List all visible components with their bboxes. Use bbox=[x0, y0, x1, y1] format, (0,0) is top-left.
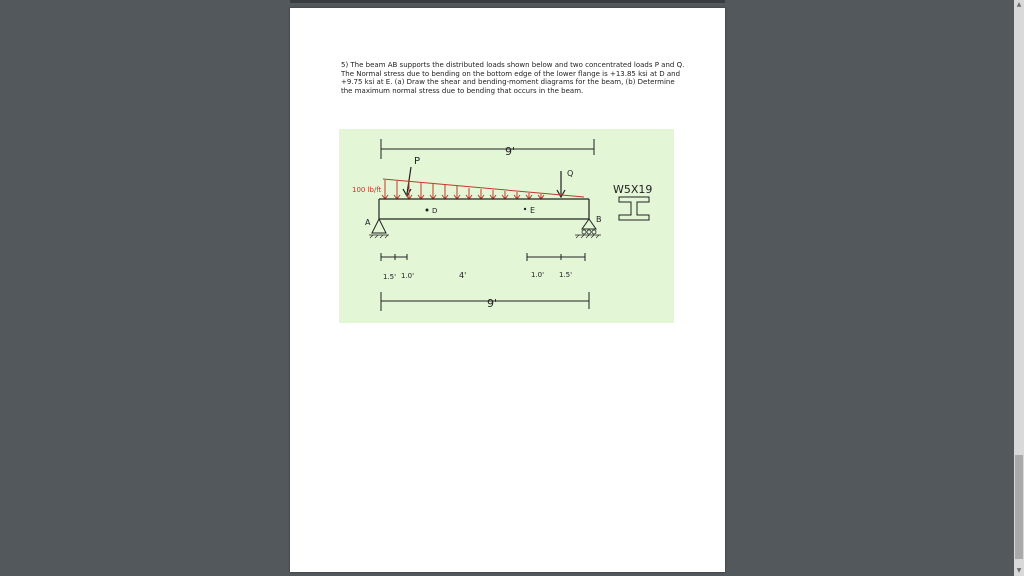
document-page bbox=[290, 8, 725, 572]
problem-statement bbox=[341, 61, 686, 95]
support-b-hatch bbox=[576, 235, 599, 238]
dim-4-label: 1.0' bbox=[531, 271, 545, 279]
top-span-label: 9' bbox=[505, 145, 516, 158]
vertical-scrollbar[interactable] bbox=[1014, 0, 1024, 576]
support-b-roller bbox=[582, 219, 596, 229]
problem-text: 5) The beam AB supports the distributed loads shown below and two concentrated loads P and Q. The Normal stress due to bending on the bottom edge of the lower flange is +13.85 ksi at D and +9.75 ksi at E. (a) Draw the shear and bending-moment diagrams for the beam, (b) Determine the maximum normal stress due to bending that occurs in the beam. bbox=[341, 61, 685, 95]
beam-diagram-svg bbox=[339, 129, 674, 323]
support-a-label: A bbox=[365, 218, 371, 227]
scroll-down-icon[interactable]: ▼ bbox=[1016, 567, 1022, 574]
load-q-label: Q bbox=[567, 169, 574, 178]
beam-sketch bbox=[339, 129, 674, 323]
point-e-label: E bbox=[530, 206, 536, 215]
dist-load-envelope bbox=[383, 179, 584, 197]
support-a-hatch bbox=[370, 235, 388, 238]
dist-load-arrows bbox=[382, 180, 544, 199]
i-beam-icon bbox=[619, 197, 649, 220]
scroll-thumb[interactable] bbox=[1015, 455, 1023, 559]
point-e-marker bbox=[524, 208, 526, 210]
roller-wheel-3 bbox=[592, 230, 596, 234]
bottom-span-label: 9' bbox=[487, 297, 498, 310]
dim-5-label: 1.5' bbox=[559, 271, 573, 279]
load-p-label: P bbox=[414, 156, 421, 167]
point-d-marker bbox=[426, 209, 429, 212]
scroll-up-icon[interactable]: ▲ bbox=[1016, 1, 1022, 8]
section-label: W5X19 bbox=[613, 183, 653, 196]
dim-1-label: 1.5' bbox=[383, 273, 397, 281]
viewer-top-bar bbox=[290, 0, 725, 3]
dist-load-label: 100 lb/ft bbox=[352, 186, 382, 194]
support-a-pin bbox=[372, 219, 386, 233]
dim-3-label: 4' bbox=[459, 271, 467, 280]
roller-wheel-2 bbox=[587, 230, 591, 234]
dim-2-label: 1.0' bbox=[401, 272, 415, 280]
roller-wheel-1 bbox=[582, 230, 586, 234]
support-b-label: B bbox=[596, 215, 602, 224]
point-d-label: D bbox=[432, 207, 438, 215]
